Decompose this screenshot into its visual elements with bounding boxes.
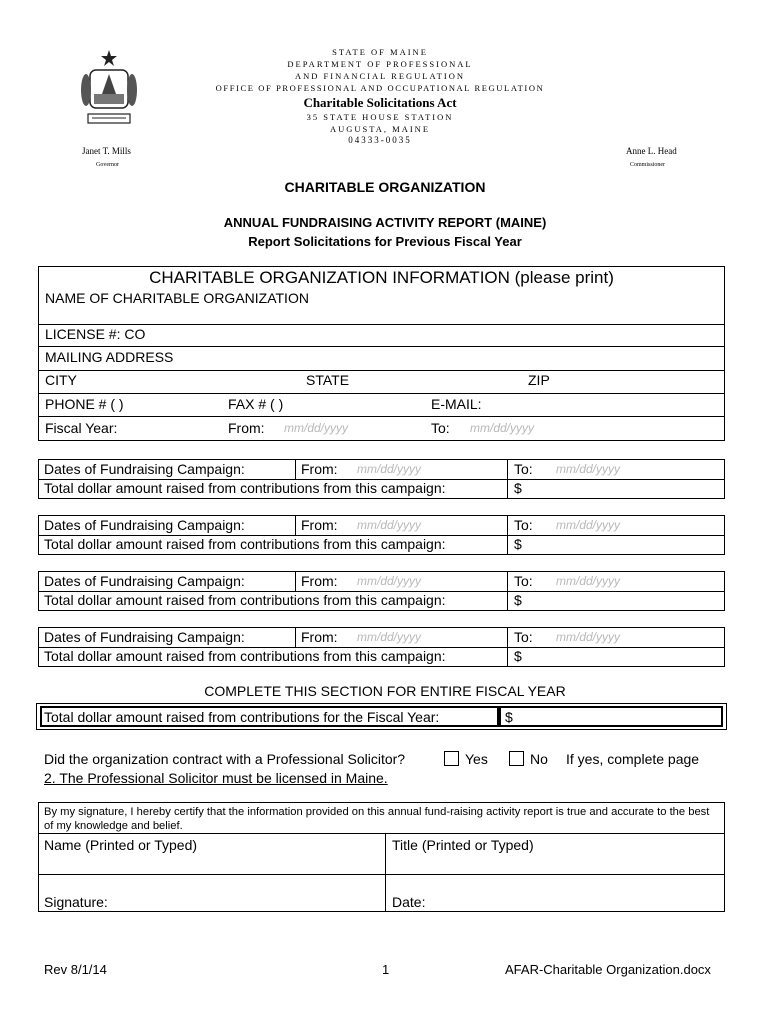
license-field[interactable] — [160, 326, 720, 344]
city-label: CITY — [45, 372, 77, 388]
campaign-to-date-input[interactable]: mm/dd/yyyy — [556, 462, 621, 476]
campaign-to-label: To: — [514, 517, 533, 533]
footer-page-number: 1 — [382, 962, 390, 977]
date-field[interactable] — [435, 877, 720, 909]
campaign-from-date-input[interactable]: mm/dd/yyyy — [357, 630, 422, 644]
header-department: DEPARTMENT OF PROFESSIONAL — [287, 59, 473, 69]
campaign-from-date-input[interactable]: mm/dd/yyyy — [357, 574, 422, 588]
mailing-address-label: MAILING ADDRESS — [45, 349, 174, 365]
campaign-to-label: To: — [514, 573, 533, 589]
header-act: Charitable Solicitations Act — [303, 95, 457, 110]
fiscal-total-label: Total dollar amount raised from contributions for the Fiscal Year: — [44, 709, 440, 725]
solicitor-no-label: No — [530, 751, 548, 767]
commissioner-name: Anne L. Head — [626, 146, 677, 156]
campaign-total-label: Total dollar amount raised from contributions from this campaign: — [44, 480, 446, 496]
campaign-to-date-input[interactable]: mm/dd/yyyy — [556, 518, 621, 532]
campaign-to-date-input[interactable]: mm/dd/yyyy — [556, 630, 621, 644]
campaign-from-date-input[interactable]: mm/dd/yyyy — [357, 518, 422, 532]
header-zip: 04333-0035 — [348, 135, 412, 145]
campaign-dates-label: Dates of Fundraising Campaign: — [44, 573, 245, 589]
fax-label: FAX # ( ) — [228, 396, 284, 412]
fiscal-section-heading: COMPLETE THIS SECTION FOR ENTIRE FISCAL YEAR — [204, 683, 566, 699]
campaign-dates-label: Dates of Fundraising Campaign: — [44, 517, 245, 533]
campaign-to-date-input[interactable]: mm/dd/yyyy — [556, 574, 621, 588]
header-address: 35 STATE HOUSE STATION — [306, 112, 454, 122]
org-name-field[interactable] — [45, 306, 720, 324]
header-department-line2: AND FINANCIAL REGULATION — [295, 71, 465, 81]
campaign-total-input[interactable]: $ — [514, 536, 522, 552]
campaign-from-label: From: — [301, 573, 338, 589]
form-title: CHARITABLE ORGANIZATION — [284, 179, 486, 195]
fiscal-from-date-input[interactable]: mm/dd/yyyy — [284, 421, 349, 435]
header-office: OFFICE OF PROFESSIONAL AND OCCUPATIONAL REGULATION — [215, 83, 545, 93]
name-label: Name (Printed or Typed) — [44, 837, 198, 853]
org-info-heading: CHARITABLE ORGANIZATION INFORMATION (please print) — [149, 268, 614, 287]
signature-field[interactable] — [120, 877, 380, 909]
governor-title: Governor — [96, 162, 119, 168]
campaign-to-label: To: — [514, 629, 533, 645]
phone-label: PHONE # ( ) — [45, 396, 124, 412]
header-state: STATE OF MAINE — [332, 47, 428, 57]
org-name-label: NAME OF CHARITABLE ORGANIZATION — [45, 290, 309, 306]
header-city: AUGUSTA, MAINE — [329, 124, 431, 134]
fiscal-from-label: From: — [228, 420, 265, 436]
fiscal-year-label: Fiscal Year: — [45, 420, 118, 436]
solicitor-no-checkbox[interactable] — [509, 751, 524, 766]
form-subtitle-2: Report Solicitations for Previous Fiscal Year — [248, 234, 522, 249]
title-field[interactable] — [392, 855, 720, 873]
fiscal-total-input[interactable]: $ — [505, 709, 513, 725]
campaign-total-label: Total dollar amount raised from contributions from this campaign: — [44, 648, 446, 664]
campaign-from-date-input[interactable]: mm/dd/yyyy — [357, 462, 422, 476]
state-seal — [80, 48, 138, 128]
commissioner-title: Commissioner — [630, 162, 666, 168]
name-field[interactable] — [44, 855, 379, 873]
footer-revision: Rev 8/1/14 — [44, 962, 107, 977]
signature-label: Signature: — [44, 894, 108, 910]
fiscal-to-label: To: — [431, 420, 450, 436]
governor-name: Janet T. Mills — [82, 146, 131, 156]
fiscal-to-date-input[interactable]: mm/dd/yyyy — [470, 421, 535, 435]
campaign-total-input[interactable]: $ — [514, 592, 522, 608]
form-subtitle: ANNUAL FUNDRAISING ACTIVITY REPORT (MAINE) — [223, 215, 547, 230]
campaign-from-label: From: — [301, 629, 338, 645]
license-label: LICENSE #: CO — [45, 326, 146, 342]
campaign-total-input[interactable]: $ — [514, 648, 522, 664]
email-label: E-MAIL: — [431, 396, 482, 412]
solicitor-license-note: 2. The Professional Solicitor must be licensed in Maine. — [44, 770, 388, 786]
certification-text: By my signature, I hereby certify that the information provided on this annual fund-raising activity report is true and accurate to the best of my knowledge and belief. — [44, 806, 710, 832]
state-label: STATE — [306, 372, 350, 388]
campaign-total-label: Total dollar amount raised from contributions from this campaign: — [44, 536, 446, 552]
mailing-address-field[interactable] — [190, 349, 720, 367]
footer-filename: AFAR-Charitable Organization.docx — [505, 962, 711, 977]
solicitor-question: Did the organization contract with a Professional Solicitor? — [44, 751, 406, 767]
campaign-dates-label: Dates of Fundraising Campaign: — [44, 461, 245, 477]
campaign-total-input[interactable]: $ — [514, 480, 522, 496]
title-label: Title (Printed or Typed) — [392, 837, 534, 853]
campaign-total-label: Total dollar amount raised from contributions from this campaign: — [44, 592, 446, 608]
campaign-from-label: From: — [301, 517, 338, 533]
solicitor-yes-checkbox[interactable] — [444, 751, 459, 766]
campaign-dates-label: Dates of Fundraising Campaign: — [44, 629, 245, 645]
date-label: Date: — [392, 894, 426, 910]
zip-label: ZIP — [528, 372, 550, 388]
solicitor-if-yes: If yes, complete page — [566, 751, 700, 767]
solicitor-yes-label: Yes — [465, 751, 488, 767]
campaign-from-label: From: — [301, 461, 338, 477]
campaign-to-label: To: — [514, 461, 533, 477]
